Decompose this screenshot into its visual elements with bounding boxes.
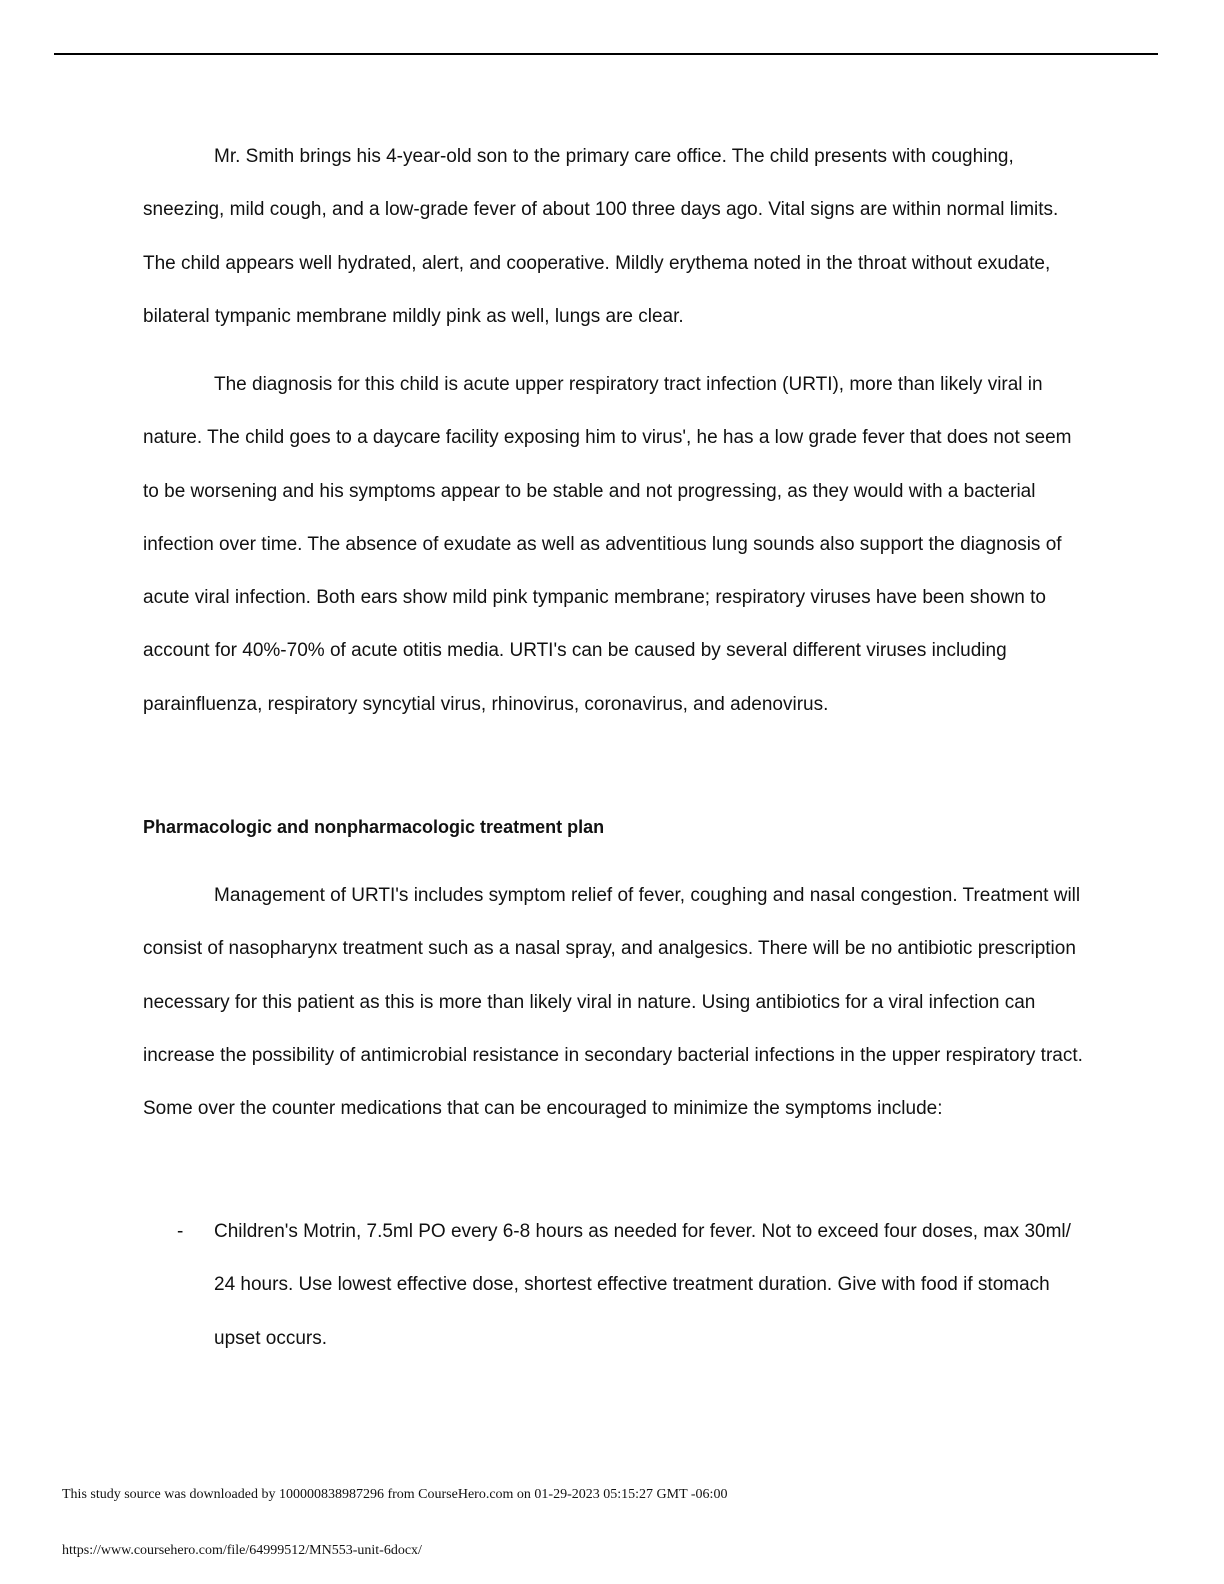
medication-list [143, 1205, 1083, 1365]
source-url[interactable]: https://www.coursehero.com/file/64999512/MN553-unit-6docx/ [62, 1543, 422, 1558]
download-notice: This study source was downloaded by 100000838987296 from CourseHero.com on 01-29-2023 05:15:27 GMT -06:00 [62, 1487, 728, 1502]
header-rule [54, 53, 1158, 55]
section-heading: Pharmacologic and nonpharmacologic treatment plan [143, 817, 605, 837]
paragraph-diagnosis: The diagnosis for this child is acute upper respiratory tract infection (URTI), more than likely viral in nature. The child goes to a daycare facility exposing him to virus', he has a low grade fever that does not seem to be worsening and his symptoms appear to be stable and not progressing, as they would with a bacterial infection over time. The absence of exudate as well as adventitious lung sounds also support the diagnosis of acute viral infection. Both ears show mild pink tympanic membrane; respiratory viruses have been shown to account for 40%-70% of acute otitis media. URTI's can be caused by several different viruses including parainfluenza, respiratory syncytial virus, rhinovirus, coronavirus, and adenovirus. [143, 374, 1072, 715]
list-item-text: Children's Motrin, 7.5ml PO every 6-8 hours as needed for fever. Not to exceed four doses, max 30ml/ 24 hours. Use lowest effective dose, shortest effective treatment duration. Give with food if stomach upset occurs. [214, 1221, 1071, 1349]
paragraph-case-presentation: Mr. Smith brings his 4-year-old son to the primary care office. The child presents with coughing, sneezing, mild cough, and a low-grade fever of about 100 three days ago. Vital signs are within normal limits. The child appears well hydrated, alert, and cooperative. Mildly erythema noted in the throat without exudate, bilateral tympanic membrane mildly pink as well, lungs are clear. [143, 146, 1059, 327]
list-item [143, 1205, 1074, 1365]
paragraph-treatment: Management of URTI's includes symptom relief of fever, coughing and nasal congestion. Treatment will consist of nasopharynx treatment such as a nasal spray, and analgesics. There will be no antibiotic prescription necessary for this patient as this is more than likely viral in nature. Using antibiotics for a viral infection can increase the possibility of antimicrobial resistance in secondary bacterial infections in the upper respiratory tract. Some over the counter medications that can be encouraged to minimize the symptoms include: [143, 885, 1083, 1120]
dash-bullet-icon: - [177, 1221, 184, 1242]
